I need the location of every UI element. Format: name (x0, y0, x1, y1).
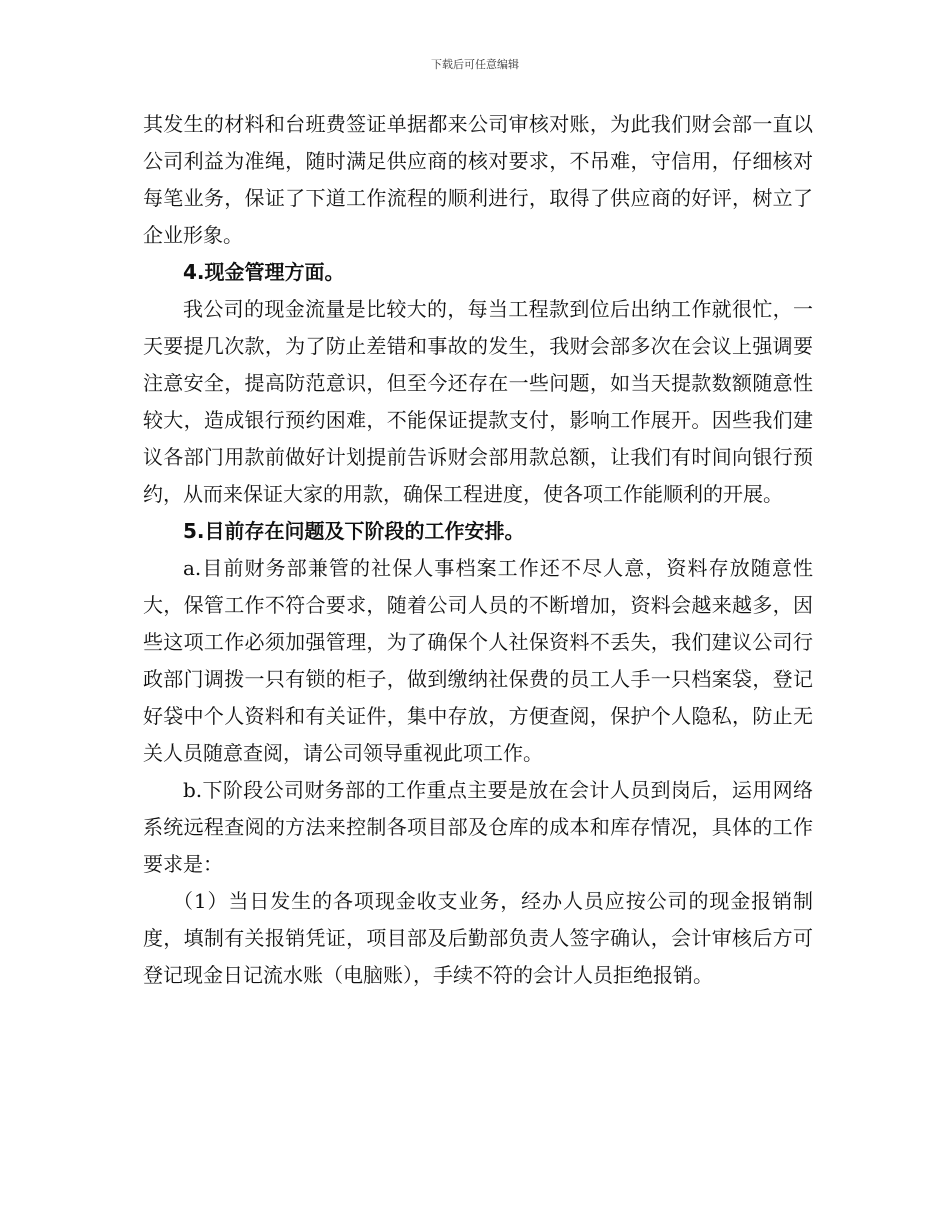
page-header-note: 下载后可任意编辑 (431, 58, 519, 71)
paragraph-cash-management: 我公司的现金流量是比较大的，每当工程款到位后出纳工作就很忙，一天要提几次款，为了防止差错和事故的发生，我财会部多次在会议上强调要注意安全，提高防范意识，但至今还存在一些问题，如当天提款数额随意性较大，造成银行预约困难，不能保证提款支付，影响工作展开。因些我们建议各部门用款前做好计划提前告诉财会部用款总额，让我们有时间向银行预约，从而来保证大家的用款，确保工程进度，使各项工作能顺利的开展。 (143, 297, 813, 506)
paragraph-item-a: a.目前财务部兼管的社保人事档案工作还不尽人意，资料存放随意性大，保管工作不符合要求，随着公司人员的不断增加，资料会越来越多，因些这项工作必须加强管理，为了确保个人社保资料不丢失，我们建议公司行政部门调拨一只有锁的柜子，做到缴纳社保费的员工人手一只档案袋，登记好袋中个人资料和有关证件，集中存放，方便查阅，保护个人隐私，防止无关人员随意查阅，请公司领导重视此项工作。 (143, 556, 813, 765)
paragraph-continuation: 其发生的材料和台班费签证单据都来公司审核对账，为此我们财会部一直以公司利益为准绳，随时满足供应商的核对要求，不吊难，守信用，仔细核对每笔业务，保证了下道工作流程的顺利进行，取得了供应商的好评，树立了企业形象。 (143, 112, 813, 247)
section-heading-cash-management: 4.现金管理方面。 (183, 260, 345, 284)
paragraph-item-b: b.下阶段公司财务部的工作重点主要是放在会计人员到岗后，运用网络系统远程查阅的方法来控制各项目部及仓库的成本和库存情况，具体的工作要求是： (143, 778, 813, 876)
section-heading-problems-plans: 5.目前存在问题及下阶段的工作安排。 (183, 519, 525, 543)
document-body (143, 106, 813, 994)
paragraph-item-1: （1）当日发生的各项现金收支业务，经办人员应按公司的现金报销制度，填制有关报销凭证，项目部及后勤部负责人签字确认，会计审核后方可登记现金日记流水账（电脑账），手续不符的会计人员拒绝报销。 (143, 889, 813, 987)
